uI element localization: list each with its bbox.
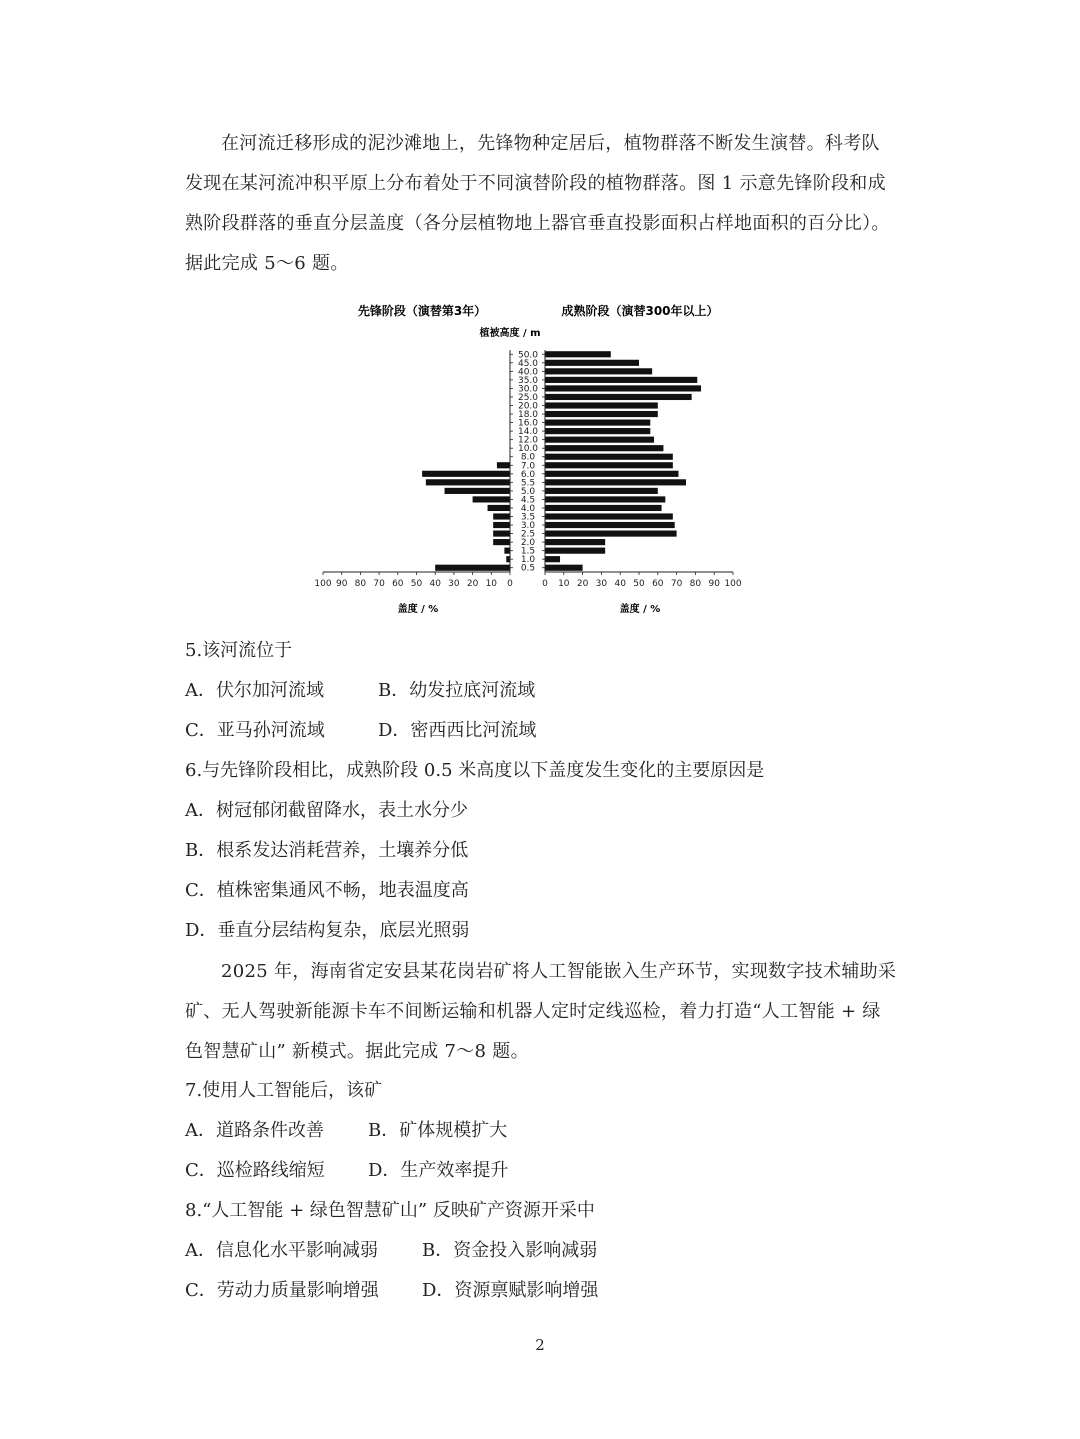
right-x-tick-label: 40 [614,579,626,589]
question-6-option-c: C．植株密集通风不畅，地表温度高 [185,880,469,901]
page-number: 2 [535,1336,545,1354]
question-5-option-c: C．亚马孙河流域 [185,720,325,741]
height-tick-label: 5.5 [520,478,536,489]
mature-bar-5.0 [545,488,658,494]
left-chart-title: 先锋阶段（演替第3年） [357,304,487,318]
question-6-option-b: B．根系发达消耗营养，土壤养分低 [185,840,469,861]
height-tick-label: 18.0 [517,410,539,421]
question-8-option-a: A．信息化水平影响减弱 [185,1240,378,1261]
right-x-tick-label: 20 [576,579,589,589]
mature-bar-30.0 [545,385,701,391]
pioneer-bar-4.5 [473,496,510,502]
height-tick-label: 7.0 [520,461,536,472]
mature-bar-35.0 [545,377,697,383]
height-tick-label: 3.0 [520,521,536,532]
question-5-option-d: D．密西西比河流域 [378,720,537,741]
mature-bar-3.5 [545,513,673,519]
left-x-tick-label: 20 [466,579,479,589]
height-tick-label: 3.5 [520,512,536,523]
height-tick-label: 2.5 [520,529,536,540]
height-tick-label: 50.0 [517,350,539,361]
mature-bar-0.5 [545,565,583,571]
pioneer-bar-1.5 [504,548,510,554]
right-x-tick-label: 90 [708,579,720,589]
mature-bar-4.5 [545,496,665,502]
question-7-stem: 7.使用人工智能后，该矿 [185,1080,383,1101]
mature-bar-14.0 [545,428,650,434]
height-tick-label: 12.0 [517,435,539,446]
height-tick-label: 2.0 [520,538,536,549]
height-tick-label: 10.0 [517,444,539,455]
height-tick-label: 40.0 [517,367,539,378]
height-tick-label: 1.0 [520,555,536,566]
pioneer-bar-3.0 [493,522,510,528]
question-5-option-a: A．伏尔加河流域 [185,680,324,701]
height-tick-label: 8.0 [520,452,536,463]
mature-bar-16.0 [545,420,650,426]
pioneer-bar-5.0 [445,488,510,494]
mature-bar-20.0 [545,402,658,408]
mature-bar-12.0 [545,437,654,443]
left-x-tick-label: 90 [335,579,348,589]
question-7-option-b: B．矿体规模扩大 [368,1120,508,1141]
mature-bar-1.0 [545,556,560,562]
right-x-axis-label: 盖度 / % [619,604,661,615]
pioneer-bar-1.0 [506,556,510,562]
question-5-stem: 5.该河流位于 [185,640,293,661]
mature-bar-4.0 [545,505,662,511]
question-6-option-d: D．垂直分层结构复杂，底层光照弱 [185,920,470,941]
question-8-option-b: B．资金投入影响减弱 [422,1240,598,1261]
mature-bar-10.0 [545,445,663,451]
left-x-tick-label: 10 [485,579,498,589]
question-5-option-b: B．幼发拉底河流域 [378,680,536,701]
height-tick-label: 1.5 [520,546,536,557]
right-x-tick-label: 30 [595,579,608,589]
passage-2 [185,952,897,1072]
question-6-option-a: A．树冠郁闭截留降水，表土水分少 [185,800,468,821]
height-tick-label: 14.0 [517,427,539,438]
mature-bar-8.0 [545,454,673,460]
y-axis-label: 植被高度 / m [479,328,541,339]
question-8-option-d: D．资源禀赋影响增强 [422,1280,599,1301]
mature-bar-6.0 [545,471,678,477]
pioneer-bar-2.5 [493,531,510,537]
pioneer-bar-7.0 [497,462,510,468]
question-7-option-a: A．道路条件改善 [185,1120,324,1141]
question-7-option-c: C．巡检路线缩短 [185,1160,325,1181]
height-tick-label: 16.0 [517,418,539,429]
pioneer-bar-3.5 [493,513,510,519]
right-x-tick-label: 0 [542,579,548,589]
height-tick-label: 35.0 [517,375,539,386]
mature-bar-3.0 [545,522,675,528]
left-x-tick-label: 0 [507,579,513,589]
left-x-tick-label: 40 [429,579,441,589]
vegetation-cover-chart [300,295,790,620]
mature-bar-25.0 [545,394,692,400]
mature-bar-2.0 [545,539,605,545]
question-7-option-d: D．生产效率提升 [368,1160,509,1181]
pioneer-bar-5.5 [426,479,510,485]
left-x-tick-label: 70 [373,579,385,589]
bars-group [422,351,701,571]
height-tick-label: 6.0 [520,469,536,480]
left-x-tick-label: 80 [354,579,367,589]
right-chart-title: 成熟阶段（演替300年以上） [561,304,719,318]
question-8-stem: 8.“人工智能 + 绿色智慧矿山” 反映矿产资源开采中 [185,1200,595,1221]
height-tick-label: 30.0 [517,384,539,395]
question-8-option-c: C．劳动力质量影响增强 [185,1280,379,1301]
passage-1-text: 在河流迁移形成的泥沙滩地上，先锋物种定居后，植物群落不断发生演替。科考队发现在某河流冲积平原上分布着处于不同演替阶段的植物群落。图 1 示意先锋阶段和成熟阶段群落的垂直分层盖度（各分层植物地上器官垂直投影面积占样地面积的百分比）。据此完成 5～6 题。 [185,133,890,274]
height-tick-label: 25.0 [517,392,539,403]
mature-bar-45.0 [545,360,639,366]
height-tick-label: 5.0 [520,486,536,497]
left-x-tick-label: 60 [392,579,404,589]
right-x-tick-label: 80 [689,579,702,589]
mature-bar-5.5 [545,479,686,485]
left-x-axis-label: 盖度 / % [397,604,439,615]
right-x-tick-label: 10 [558,579,570,589]
height-tick-label: 0.5 [520,563,536,574]
question-6-stem: 6.与先锋阶段相比，成熟阶段 0.5 米高度以下盖度发生变化的主要原因是 [185,760,765,781]
left-x-tick-label: 30 [448,579,460,589]
mature-bar-1.5 [545,548,605,554]
height-tick-label: 45.0 [517,358,539,369]
right-x-tick-label: 50 [633,579,645,589]
pioneer-bar-4.0 [488,505,510,511]
mature-bar-40.0 [545,368,652,374]
right-x-tick-label: 60 [652,579,664,589]
height-tick-label: 20.0 [517,401,539,412]
left-x-tick-label: 100 [314,579,332,589]
mature-bar-50.0 [545,351,611,357]
height-tick-label: 4.0 [520,503,536,514]
mature-bar-2.5 [545,531,677,537]
right-x-tick-label: 100 [724,579,742,589]
left-x-tick-label: 50 [410,579,423,589]
height-tick-label: 4.5 [520,495,536,506]
pioneer-bar-6.0 [422,471,510,477]
mature-bar-7.0 [545,462,673,468]
passage-2-text: 2025 年，海南省定安县某花岗岩矿将人工智能嵌入生产环节，实现数字技术辅助采矿、无人驾驶新能源卡车不间断运输和机器人定时定线巡检，着力打造“人工智能 + 绿色智慧矿山” 新模式。据此完成 7～8 题。 [185,961,897,1062]
mature-bar-18.0 [545,411,658,417]
passage-1 [185,124,897,284]
pioneer-bar-0.5 [435,565,510,571]
right-x-tick-label: 70 [670,579,683,589]
pioneer-bar-2.0 [493,539,510,545]
